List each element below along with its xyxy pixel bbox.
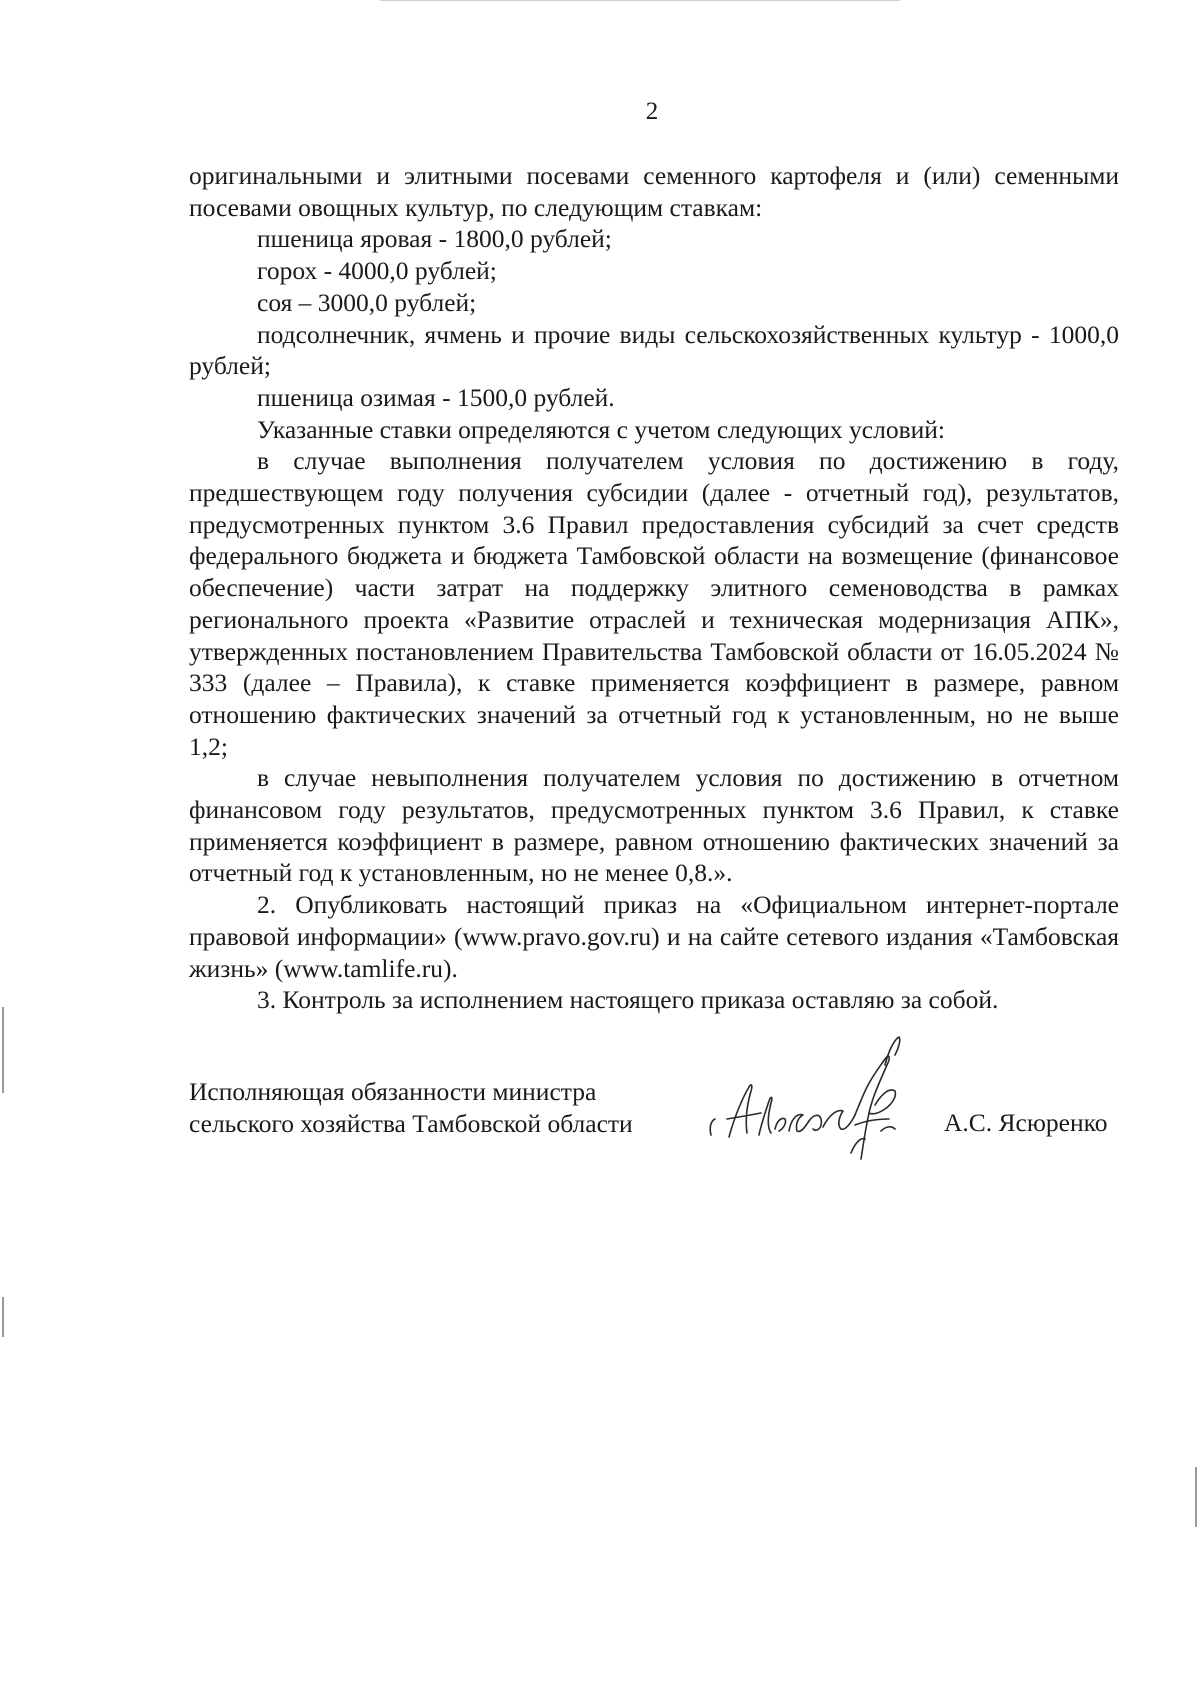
signatory-position xyxy=(189,1076,633,1139)
rate-soy: соя – 3000,0 рублей; xyxy=(257,287,477,317)
conditions-intro: Указанные ставки определяются с учетом следующих условий: xyxy=(257,414,945,444)
scan-edge-mark-left xyxy=(2,1007,4,1093)
signatory-position-line2: сельского хозяйства Тамбовской области xyxy=(189,1108,633,1138)
rate-spring-wheat: пшеница яровая - 1800,0 рублей; xyxy=(257,224,612,254)
item-control: 3. Контроль за исполнением настоящего приказа оставляю за собой. xyxy=(257,985,999,1015)
scan-edge-mark-right xyxy=(1195,1467,1197,1527)
document-body xyxy=(189,160,1119,1016)
page-number: 2 xyxy=(645,98,659,125)
signatory-name: А.С. Ясюренко xyxy=(944,1108,1108,1137)
signatory-position-line1: Исполняющая обязанности министра xyxy=(189,1077,597,1106)
item-publish: 2. Опубликовать настоящий приказ на «Официальном интернет-портале правовой информации» (www.pravo.gov.ru) и на сайте сетевого издания «Тамбовская жизнь» (www.tamlife.ru). xyxy=(189,890,1119,983)
condition-not-fulfilled: в случае невыполнения получателем условия по достижению в отчетном финансовом году результатов, предусмотренных пунктом 3.6 Правил, к ставке применяется коэффициент в размере, равном отношению фактических значений за отчетный год к установленным, но не менее 0,8.». xyxy=(189,763,1119,888)
handwritten-signature xyxy=(705,1035,935,1165)
rate-winter-wheat: пшеница озимая - 1500,0 рублей. xyxy=(257,382,615,412)
rate-peas: горох - 4000,0 рублей; xyxy=(257,256,497,286)
paragraph-continuation: оригинальными и элитными посевами семенного картофеля и (или) семенными посевами овощных культур, по следующим ставкам: xyxy=(189,161,1119,222)
condition-fulfilled: в случае выполнения получателем условия по достижению в году, предшествующем году получения субсидии (далее - отчетный год), результатов, предусмотренных пунктом 3.6 Правил предоставления субсидий за счет средств федерального бюджета и бюджета Тамбовской области на возмещение (финансовое обеспечение) части затрат на поддержку элитного семеноводства в рамках регионального проекта «Развитие отраслей и техническая модернизация АПК», утвержденных постановлением Правительства Тамбовской области от 16.05.2024 № 333 (далее – Правила), к ставке применяется коэффициент в размере, равном отношению фактических значений за отчетный год к установленным, но не выше 1,2; xyxy=(189,446,1119,761)
scan-edge-mark-left-lower xyxy=(2,1297,4,1337)
rate-sunflower-barley-other: подсолнечник, ячмень и прочие виды сельскохозяйственных культур - 1000,0 рублей; xyxy=(189,319,1119,381)
scan-edge-mark-top xyxy=(380,0,900,1)
